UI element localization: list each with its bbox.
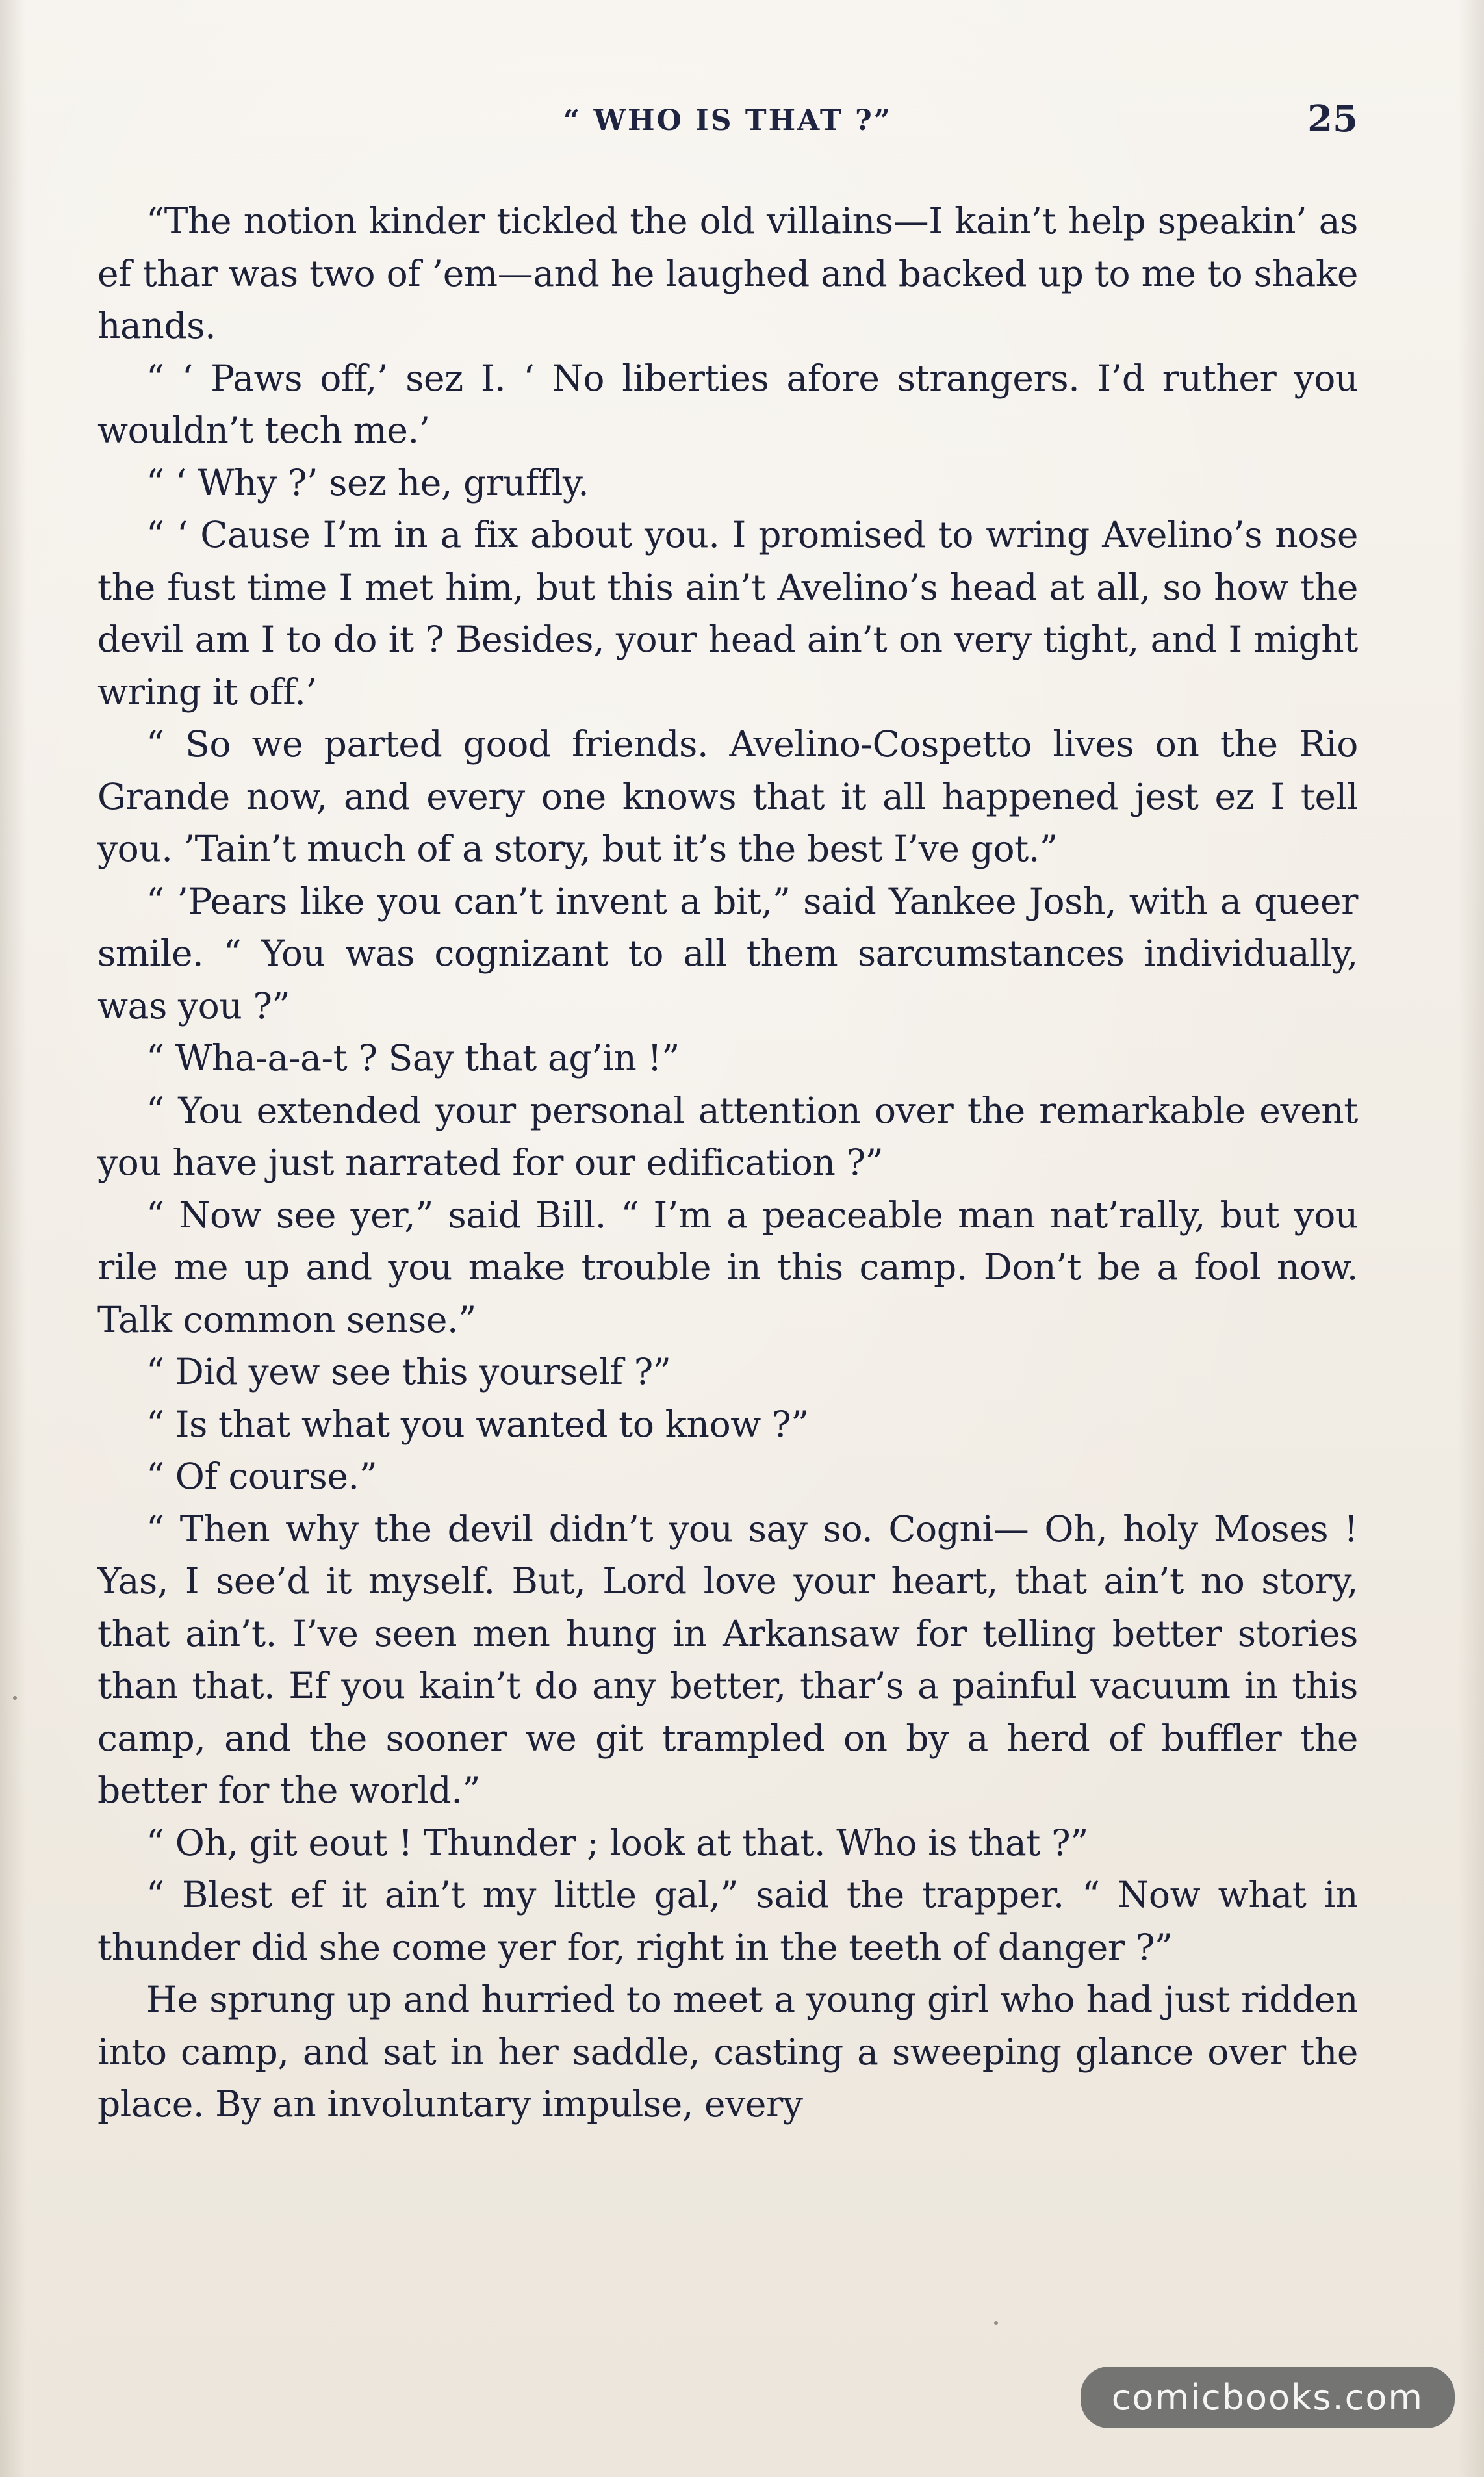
watermark-badge: comicbooks.com	[1081, 2367, 1455, 2428]
paragraph: “The notion kinder tickled the old villains—I kain’t help speakin’ as ef thar was two of ’em—and he laughed and backed up to me to shake hands.	[97, 200, 1358, 346]
paragraph: “ Then why the devil didn’t you say so. Cogni— Oh, holy Moses ! Yas, I see’d it myself. But, Lord love your heart, that ain’t no story, that ain’t. I’ve seen men hung in Arkansaw for telling better stories than that. Ef you kain’t do any better, thar’s a painful vacuum in this camp, and the sooner we git trampled on by a herd of buffler the better for the world.”	[97, 1508, 1358, 1811]
page-shadow-right	[1458, 0, 1484, 2477]
paragraph: “ ‘ Cause I’m in a fix about you. I promised to wring Avelino’s nose the fust time I met him, but this ain’t Avelino’s head at all, so how the devil am I to do it ? Besides, your head ain’t on very tight, and I might wring it off.’	[97, 514, 1358, 713]
paragraph: “ Blest ef it ain’t my little gal,” said the trapper. “ Now what in thunder did she come yer for, right in the teeth of danger ?”	[97, 1874, 1358, 1968]
paragraph: “ Now see yer,” said Bill. “ I’m a peaceable man nat’rally, but you rile me up and you make trouble in this camp. Don’t be a fool now. Talk common sense.”	[97, 1194, 1358, 1341]
paragraph: He sprung up and hurried to meet a young girl who had just ridden into camp, and sat in her saddle, casting a sweeping glance over the place. By an involuntary impulse, every	[97, 1979, 1358, 2125]
paragraph: “ ‘ Why ?’ sez he, gruffly.	[146, 461, 589, 504]
page-number: 25	[1307, 97, 1358, 140]
paragraph: “ Wha-a-a-t ? Say that ag’in !”	[146, 1037, 680, 1079]
paragraph: “ Did yew see this yourself ?”	[146, 1351, 671, 1393]
page-shadow-left	[0, 0, 26, 2477]
paragraph: “ ‘ Paws off,’ sez I. ‘ No liberties afore strangers. I’d ruther you wouldn’t tech me.’	[97, 357, 1358, 451]
body-text	[97, 195, 1358, 2131]
paragraph: “ You extended your personal attention over the remarkable event you have just narrated for our edification ?”	[97, 1089, 1358, 1183]
running-head: “ WHO IS THAT ?”	[563, 104, 893, 137]
paragraph: “ Oh, git eout ! Thunder ; look at that. Who is that ?”	[146, 1821, 1088, 1864]
page-header	[97, 97, 1358, 149]
paper-speck	[994, 2321, 998, 2325]
paper-speck	[13, 1696, 17, 1700]
paragraph: “ Is that what you wanted to know ?”	[146, 1403, 809, 1445]
paragraph: “ So we parted good friends. Avelino-Cospetto lives on the Rio Grande now, and every one knows that it all happened jest ez I tell you. ’Tain’t much of a story, but it’s the best I’ve got.”	[97, 723, 1358, 869]
paragraph: “ ’Pears like you can’t invent a bit,” said Yankee Josh, with a queer smile. “ You was cognizant to all them sarcumstances individually, was you ?”	[97, 880, 1358, 1027]
paragraph: “ Of course.”	[146, 1456, 377, 1497]
